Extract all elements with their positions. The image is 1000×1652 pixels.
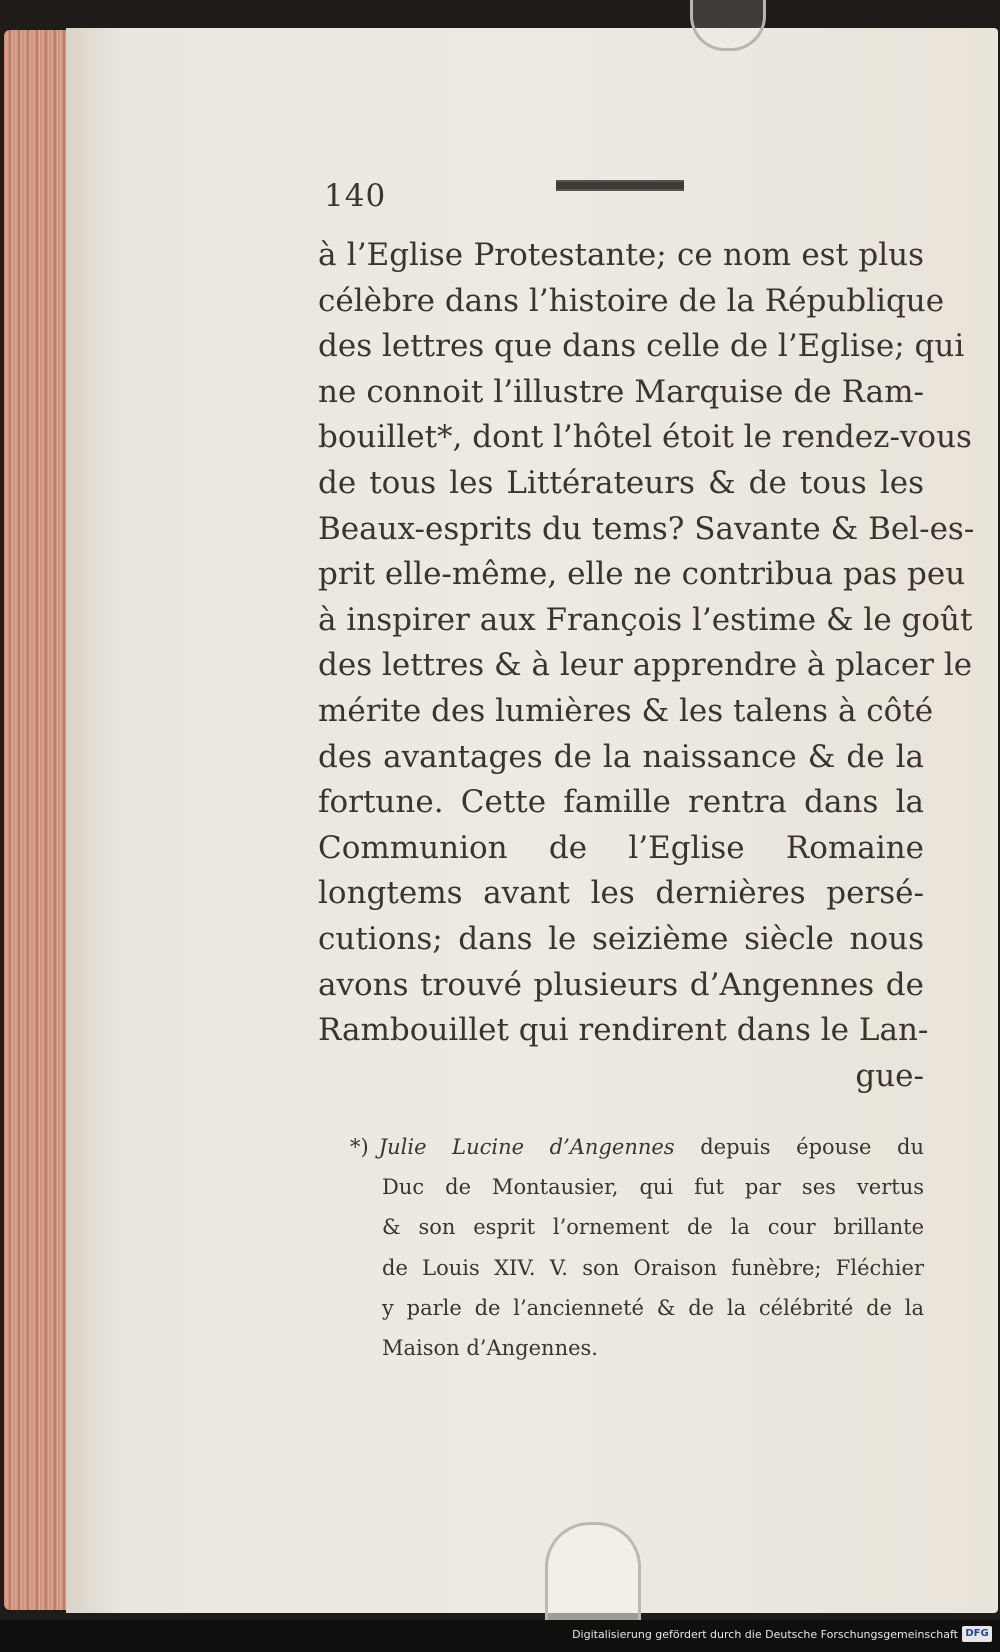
text-line: mérite des lumières & les talens à côté: [318, 692, 934, 729]
text-line: avons trouvé plusieurs d’Angennes de: [318, 966, 924, 1003]
footnote: [350, 1127, 924, 1368]
text-line: Beaux-esprits du tems? Savante & Bel-es-: [318, 510, 975, 547]
text-line: Rambouillet qui rendirent dans le Lan-: [318, 1012, 929, 1049]
page-number: 140: [324, 178, 387, 214]
text-line: célèbre dans l’histoire de la République: [318, 282, 945, 319]
dfg-logo-icon: DFG: [962, 1626, 992, 1642]
catchword: gue-: [855, 1057, 924, 1094]
footer-bar: [0, 1620, 1000, 1652]
text-line: fortune. Cette famille rentra dans la: [318, 784, 924, 821]
text-line: Communion de l’Eglise Romaine: [318, 829, 924, 866]
text-line: à l’Eglise Protestante; ce nom est plus: [318, 237, 924, 273]
text-line: à inspirer aux François l’estime & le goût: [318, 601, 973, 638]
footnote-line: de Louis XIV. V. son Oraison funèbre; Fléchier: [382, 1255, 924, 1280]
text-line: longtems avant les dernières persé-: [318, 875, 924, 912]
text-line: bouillet*, dont l’hôtel étoit le rendez-vous: [318, 419, 972, 456]
footnote-marker: *): [350, 1135, 369, 1159]
text-line: des avantages de la naissance & de la: [318, 738, 924, 775]
text-line: prit elle-même, elle ne contribua pas peu: [318, 556, 966, 593]
main-text: [318, 233, 975, 1099]
text-line: ne connoit l’illustre Marquise de Ram-: [318, 373, 924, 410]
bottom-clip: [545, 1522, 641, 1625]
text-line: des lettres & à leur apprendre à placer le: [318, 647, 973, 684]
page-edges: [4, 30, 66, 1610]
footnote-line: [350, 1127, 924, 1167]
footnote-line: Maison d’Angennes.: [382, 1335, 598, 1360]
footnote-line: & son esprit l’ornement de la cour brillante: [382, 1215, 924, 1240]
text-line: des lettres que dans celle de l’Eglise; qui: [318, 328, 965, 365]
text-line: cutions; dans le seizième siècle nous: [318, 920, 924, 957]
footnote-line: y parle de l’ancienneté & de la célébrité de la: [382, 1295, 924, 1320]
footnote-name: Julie Lucine d’Angennes: [378, 1135, 675, 1159]
funding-credit: Digitalisierung gefördert durch die Deutsche Forschungsgemeinschaft: [572, 1628, 958, 1641]
header-rule: [556, 180, 684, 191]
footnote-line: Duc de Montausier, qui fut par ses vertus: [382, 1175, 924, 1200]
footnote-text: depuis épouse du: [700, 1135, 924, 1159]
text-line: de tous les Littérateurs & de tous les: [318, 464, 924, 501]
